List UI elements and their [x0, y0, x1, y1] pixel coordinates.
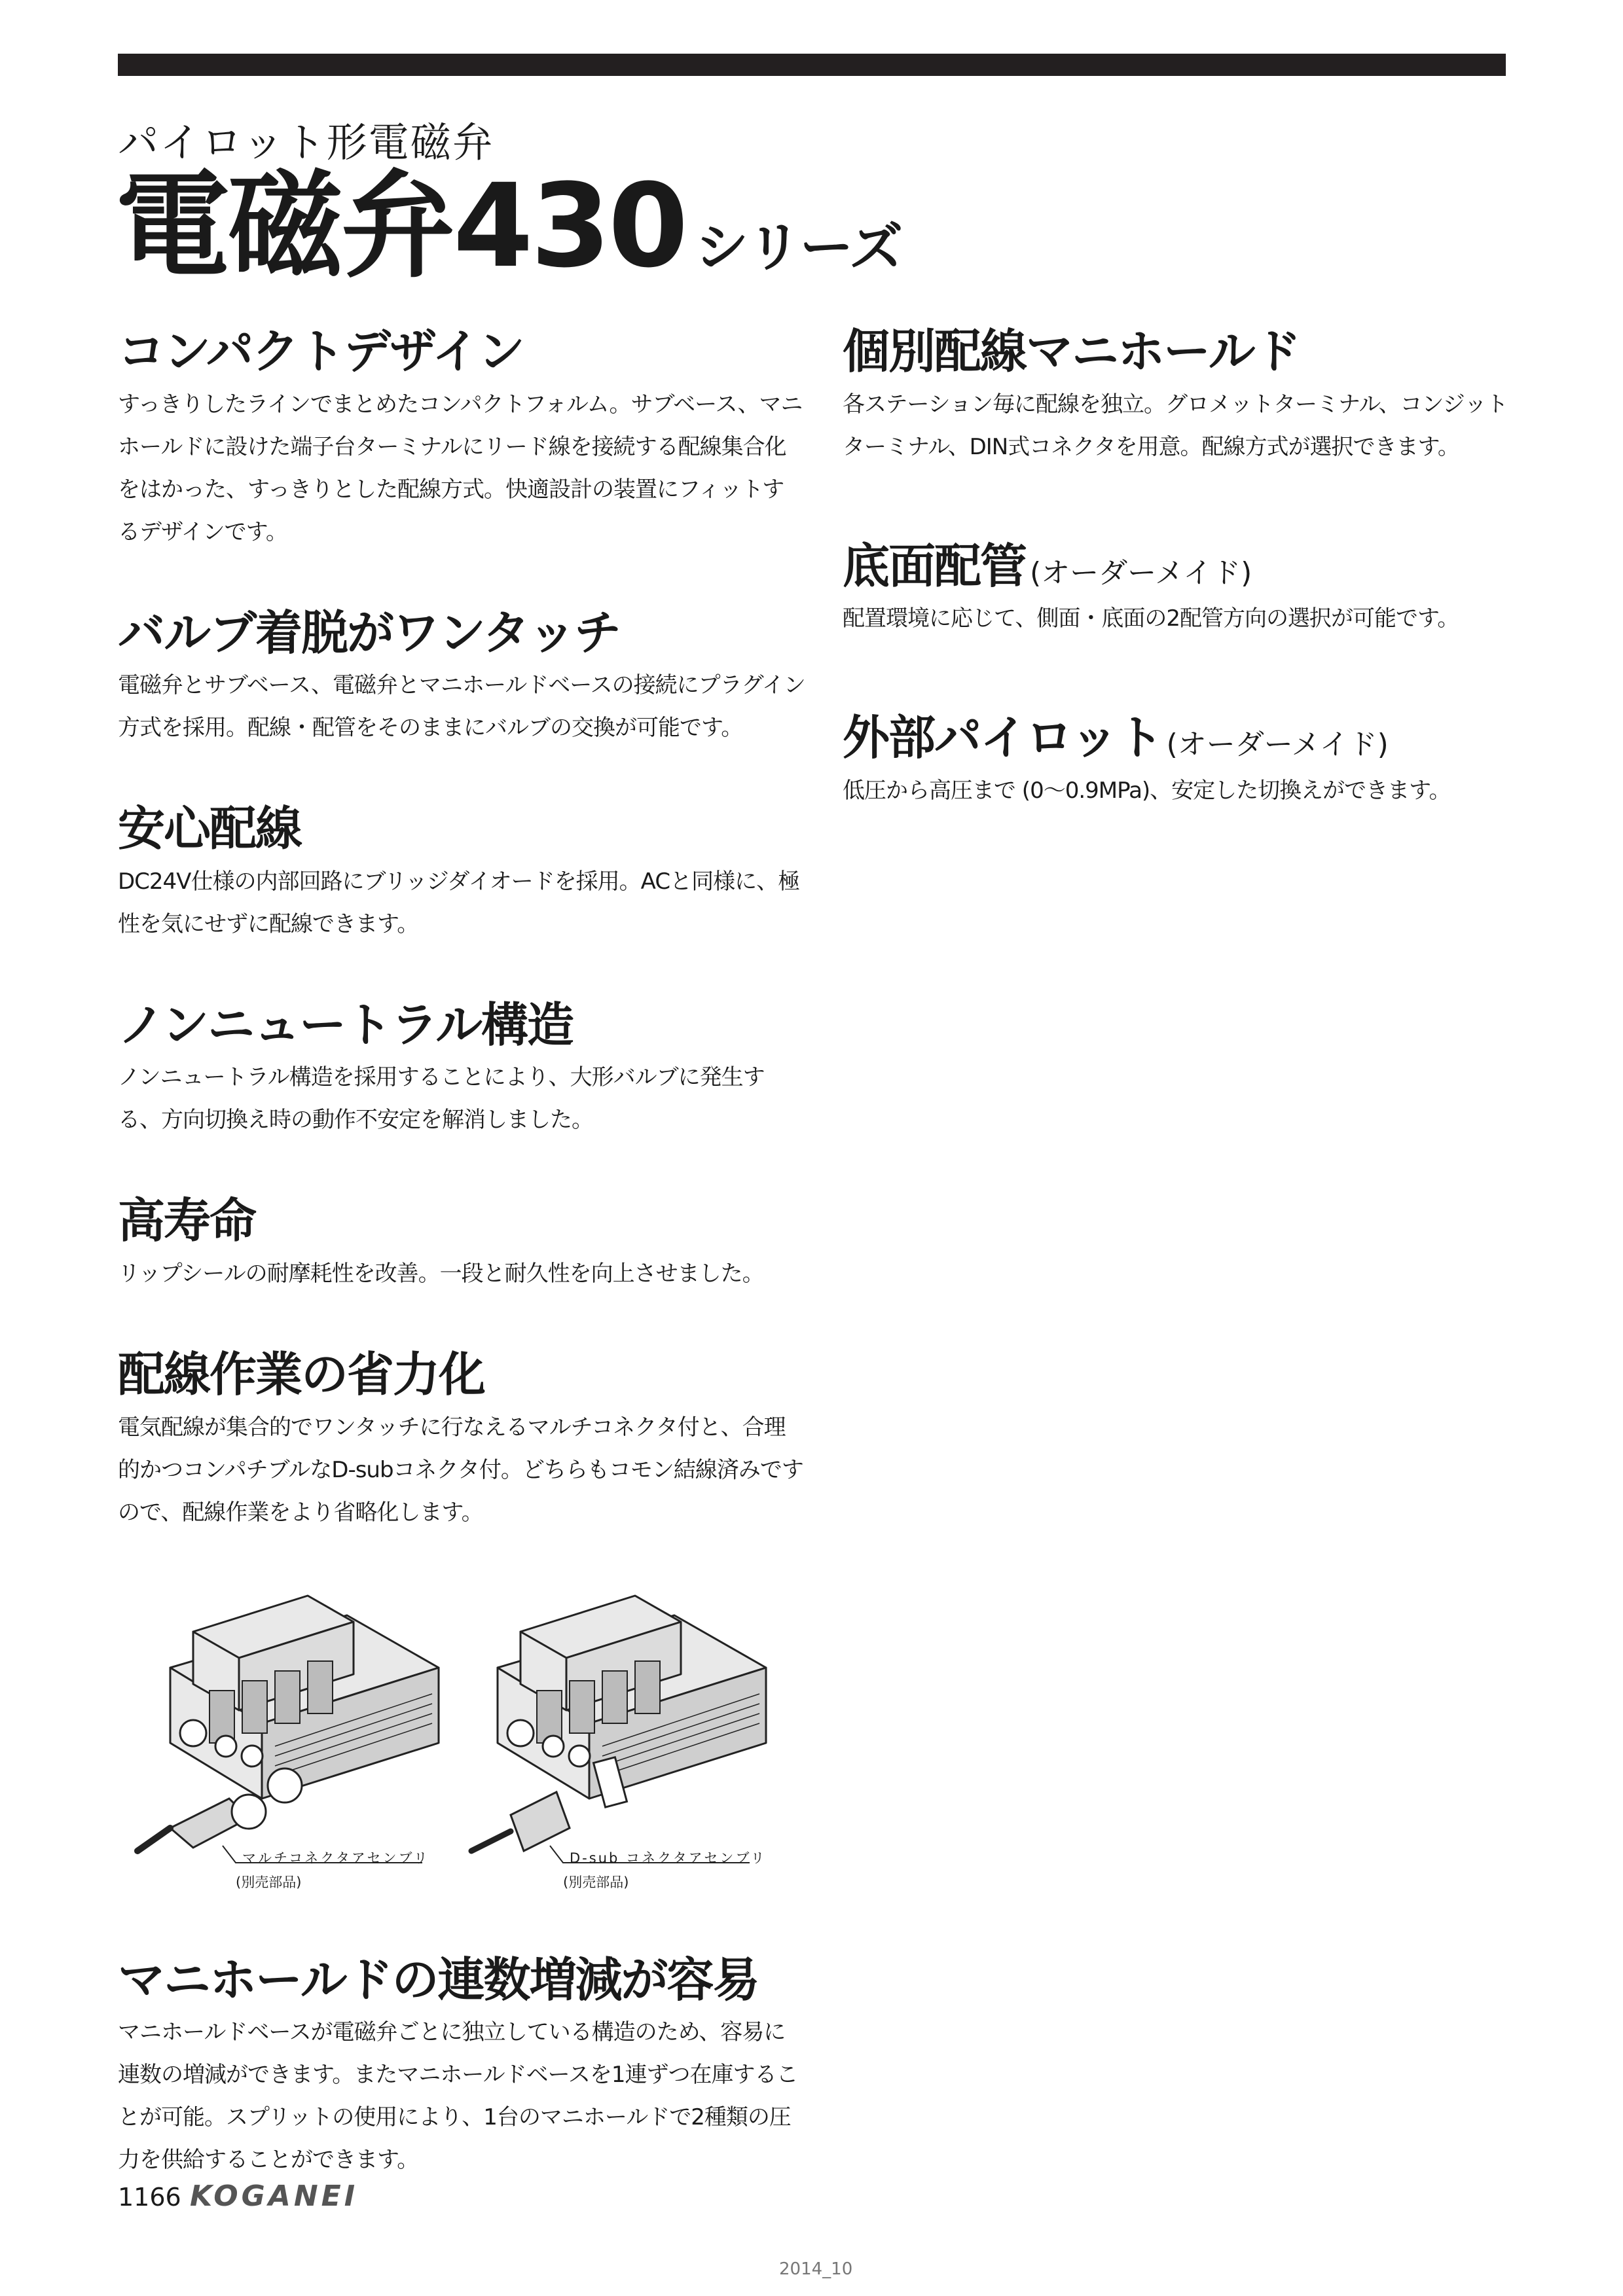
section-body: 各ステーション毎に配線を独立。グロメットターミナル、コンジットターミナル、DIN式コネクタを用意。配線方式が選択できます。	[843, 391, 1508, 460]
section-body: リップシールの耐摩耗性を改善。一段と耐久性を向上させました。	[118, 1260, 764, 1287]
figure-label: マルチコネクタアセンブリ	[242, 1850, 429, 1866]
section-heading	[843, 710, 1523, 766]
figure-label: D-sub コネクタアセンブリ	[570, 1850, 767, 1866]
section-body: 配置環境に応じて、側面・底面の2配管方向の選択が可能です。	[843, 605, 1459, 632]
heading-paren: (オーダーメイド)	[1166, 728, 1389, 762]
figure-note: (別売部品)	[563, 1874, 629, 1890]
figure-row	[118, 1570, 805, 1910]
page-number: 1166	[118, 2183, 181, 2212]
figure-note: (別売部品)	[236, 1874, 302, 1890]
section-non-neutral	[118, 997, 805, 1142]
section-body: 低圧から高圧まで (0〜0.9MPa)、安定した切換えができます。	[843, 777, 1451, 804]
section-heading	[843, 324, 1523, 379]
heading-paren: (オーダーメイド)	[1030, 556, 1252, 590]
title-main: 電磁弁430	[115, 159, 686, 293]
section-safe-wiring	[118, 801, 805, 946]
figure-multi-connector	[131, 1570, 458, 1910]
section-body: ノンニュートラル構造を採用することにより、大形バルブに発生する、方向切換え時の動作不安定を解消しました。	[118, 1064, 765, 1134]
print-date: 2014_10	[779, 2259, 853, 2279]
heading-text: 外部パイロット	[843, 710, 1163, 766]
left-column	[118, 324, 805, 2236]
title-suffix: シリーズ	[695, 217, 902, 279]
right-column	[843, 324, 1523, 867]
section-manifold-stations	[118, 1952, 805, 2182]
section-heading: 安心配線	[118, 801, 302, 857]
manifold-illustration-icon	[131, 1570, 458, 1871]
section-compact-design	[118, 324, 805, 554]
heading-text: 個別配線マニホールド	[843, 324, 1300, 379]
leader-line-icon	[458, 1844, 786, 1864]
heading-text: 底面配管	[843, 538, 1027, 594]
section-one-touch	[118, 605, 805, 750]
header-bar	[118, 54, 1506, 76]
page-title	[115, 159, 902, 293]
figure-dsub-connector	[458, 1570, 786, 1910]
section-external-pilot	[843, 710, 1523, 812]
section-body: マニホールドベースが電磁弁ごとに独立している構造のため、容易に連数の増減ができます。またマニホールドベースを1連ずつ在庫することが可能。スプリットの使用により、1台のマニホールドで2種類の圧力を供給することができます。	[118, 2019, 798, 2174]
section-heading: ノンニュートラル構造	[118, 997, 573, 1052]
section-long-life	[118, 1193, 805, 1295]
section-bottom-piping	[843, 538, 1523, 641]
section-body: すっきりしたラインでまとめたコンパクトフォルム。サブベース、マニホールドに設けた端子台ターミナルにリード線を接続する配線集合化をはかった、すっきりとした配線方式。快適設計の装置にフィットするデザインです。	[118, 391, 803, 545]
section-heading: バルブ着脱がワンタッチ	[118, 605, 621, 660]
section-heading: マニホールドの連数増減が容易	[118, 1952, 759, 2007]
section-individual-wiring	[843, 324, 1523, 469]
section-body: 電磁弁とサブベース、電磁弁とマニホールドベースの接続にプラグイン方式を採用。配線・配管をそのままにバルブの交換が可能です。	[118, 672, 805, 742]
section-heading: 配線作業の省力化	[118, 1346, 485, 1402]
page-subtitle: パイロット形電磁弁	[118, 118, 494, 166]
section-body: 電気配線が集合的でワンタッチに行なえるマルチコネクタ付と、合理的かつコンパチブルなD-subコネクタ付。どちらもコモン結線済みですので、配線作業をより省略化します。	[118, 1414, 803, 1526]
section-heading	[843, 538, 1523, 594]
manifold-illustration-icon	[458, 1570, 786, 1871]
section-body: DC24V仕様の内部回路にブリッジダイオードを採用。ACと同様に、極性を気にせずに配線できます。	[118, 868, 800, 937]
section-heading: 高寿命	[118, 1193, 256, 1249]
leader-line-icon	[131, 1844, 458, 1864]
section-heading: コンパクトデザイン	[118, 324, 524, 379]
section-labor-saving	[118, 1346, 805, 1534]
brand-logo: KOGANEI	[190, 2179, 359, 2213]
